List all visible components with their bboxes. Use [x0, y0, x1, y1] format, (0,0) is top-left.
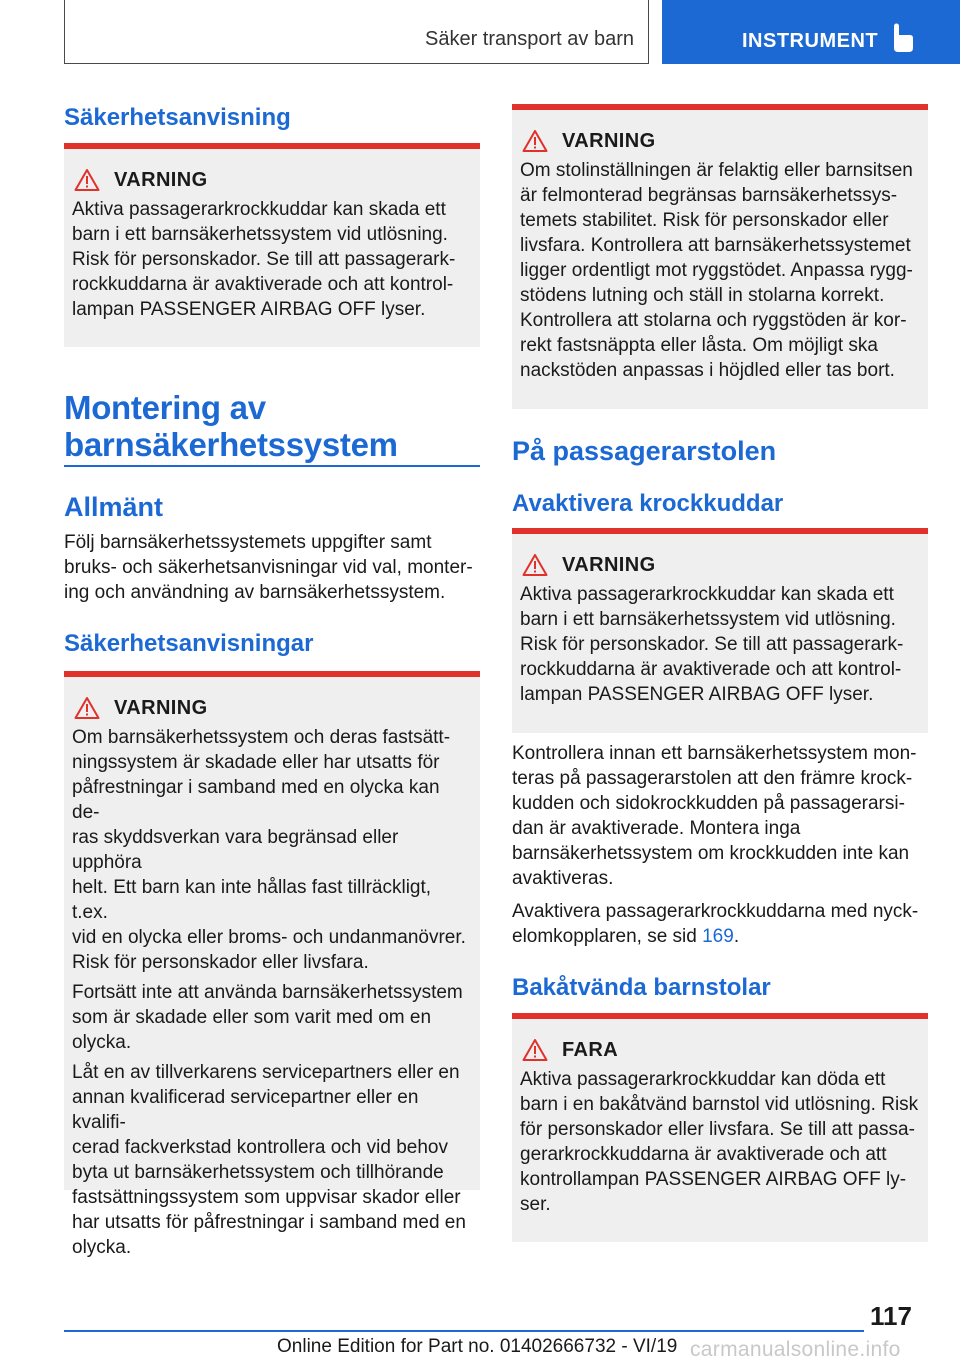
heading-passenger-seat: På passagerarstolen — [512, 436, 777, 466]
danger-title: FARA — [562, 1038, 619, 1061]
watermark: carmanualsonline.info — [690, 1338, 901, 1361]
page-reference-link[interactable]: 169 — [702, 926, 734, 947]
warning-text: Om stolinställningen är felaktig eller barnsitsen är felmonterad begränsas barnsäkerhetssys- temets stabilitet. Risk för personskador eller livsfara. Kontrollera att barnsäkerhetssystemet ligger ordentligt mot ryggstödet. Anpassa rygg- stödens lutning och ställ in stolarna korrekt. Kontrollera att stolarna och ryggstöden är kor- rekt fastsnäppta eller låsta. Om möjligt ska nackstöden anpassas i höjdled eller tas bort. — [520, 160, 913, 381]
warning-triangle-icon — [522, 129, 548, 153]
warning-title: VARNING — [562, 553, 656, 576]
warning-triangle-icon — [522, 553, 548, 577]
heading-rear-facing: Bakåtvända barnstolar — [512, 974, 771, 1001]
warning-text: Aktiva passagerarkrockkuddar kan skada ett barn i ett barnsäkerhetssystem vid utlösning. Risk för personskador. Se till att passagerark- rockkuddarna är avaktiverade och att kontrol- lampan PASSENGER AIRBAG OFF lyser. — [520, 584, 904, 705]
warning-triangle-icon — [522, 1038, 548, 1062]
footer-edition-text: Online Edition for Part no. 01402666732 - VI/19 — [277, 1336, 678, 1357]
warning-title: VARNING — [114, 168, 208, 191]
heading-general: Allmänt — [64, 492, 164, 522]
warning-text: Fortsätt inte att använda barnsäkerhetssystem som är skadade eller som varit med om en olycka. — [72, 982, 463, 1053]
warning-text: Låt en av tillverkarens servicepartners eller en annan kvalificerad servicepartner eller en kvalifi- cerad fackverkstad kontrollera och vid behov byta ut barnsäkerhetssystem och tillhörande fastsättningssystem som uppvisar skador eller har utsatts för påfrestningar i samband med en olycka. — [72, 1062, 466, 1258]
general-paragraph: Följ barnsäkerhetssystemets uppgifter samt bruks- och säkerhetsanvisningar vid val, monter- ing och användning av barnsäkerhetssystem. — [64, 532, 473, 603]
warning-triangle-icon — [74, 696, 100, 720]
danger-box-rear-facing — [512, 1013, 928, 1242]
warning-text: Aktiva passagerarkrockkuddar kan skada ett barn i ett barnsäkerhetssystem vid utlösning. Risk för personskador. Se till att passagerark- rockkuddarna är avaktiverade och att kontrol- lampan PASSENGER AIRBAG OFF lyser. — [72, 199, 456, 320]
warning-title-row — [72, 695, 472, 721]
header-chapter-tab — [662, 0, 960, 64]
warning-title: VARNING — [114, 696, 208, 719]
danger-title-row — [520, 1037, 920, 1063]
warning-text: Om barnsäkerhetssystem och deras fastsätt- ningssystem är skadade eller har utsatts för påfrestningar i samband med en olycka kan de- ras skyddsverkan vara begränsad eller upphöra helt. Ett barn kan inte hållas fast tillräckligt, t.ex. vid en olycka eller broms- och undanmanövrer. Risk för personskador eller livsfara. — [72, 727, 466, 973]
warning-title: VARNING — [562, 129, 656, 152]
warning-box-damaged-system — [64, 671, 480, 1258]
check-paragraph: Kontrollera innan ett barnsäkerhetssystem mon- teras på passagerarstolen att den främre krock- kudden och sidokrockkudden på passagerarsi- dan är avaktiverade. Montera inga barnsäkerhetssystem om krockkudden inte kan avaktiveras. — [512, 743, 917, 889]
danger-text: Aktiva passagerarkrockkuddar kan döda ett barn i en bakåtvänd barnstol vid utlösning. Risk för personskador eller livsfara. Se till att passa- gerarkrockkuddarna är avaktiverade och att kontrollampan PASSENGER AIRBAG OFF ly- ser. — [520, 1069, 919, 1215]
warning-box-airbag — [64, 143, 480, 347]
heading-mounting: Montering av barnsäkerhetssystem — [64, 389, 398, 463]
header-section-title: Säker transport av barn — [425, 28, 634, 50]
warning-box-seat-setting — [512, 104, 928, 409]
header-section-box — [64, 0, 649, 64]
deactivate-paragraph: Avaktivera passagerarkrockkuddarna med nyck- elomkopplaren, se sid 169. — [512, 901, 919, 947]
warning-title-row — [520, 128, 920, 154]
warning-title-row — [520, 552, 920, 578]
pointing-hand-icon — [890, 22, 916, 54]
footer-rule — [64, 1330, 864, 1332]
warning-triangle-icon — [74, 168, 100, 192]
warning-title-row — [72, 167, 472, 193]
heading-safety: Säkerhetsanvisning — [64, 104, 291, 131]
page-number: 117 — [870, 1301, 912, 1331]
heading-safety-plural: Säkerhetsanvisningar — [64, 630, 314, 657]
heading-deactivate-airbags: Avaktivera krockkuddar — [512, 490, 784, 517]
heading-rule — [64, 465, 480, 467]
warning-box-airbag-passenger — [512, 528, 928, 733]
header-chapter-title: INSTRUMENT — [742, 30, 879, 52]
